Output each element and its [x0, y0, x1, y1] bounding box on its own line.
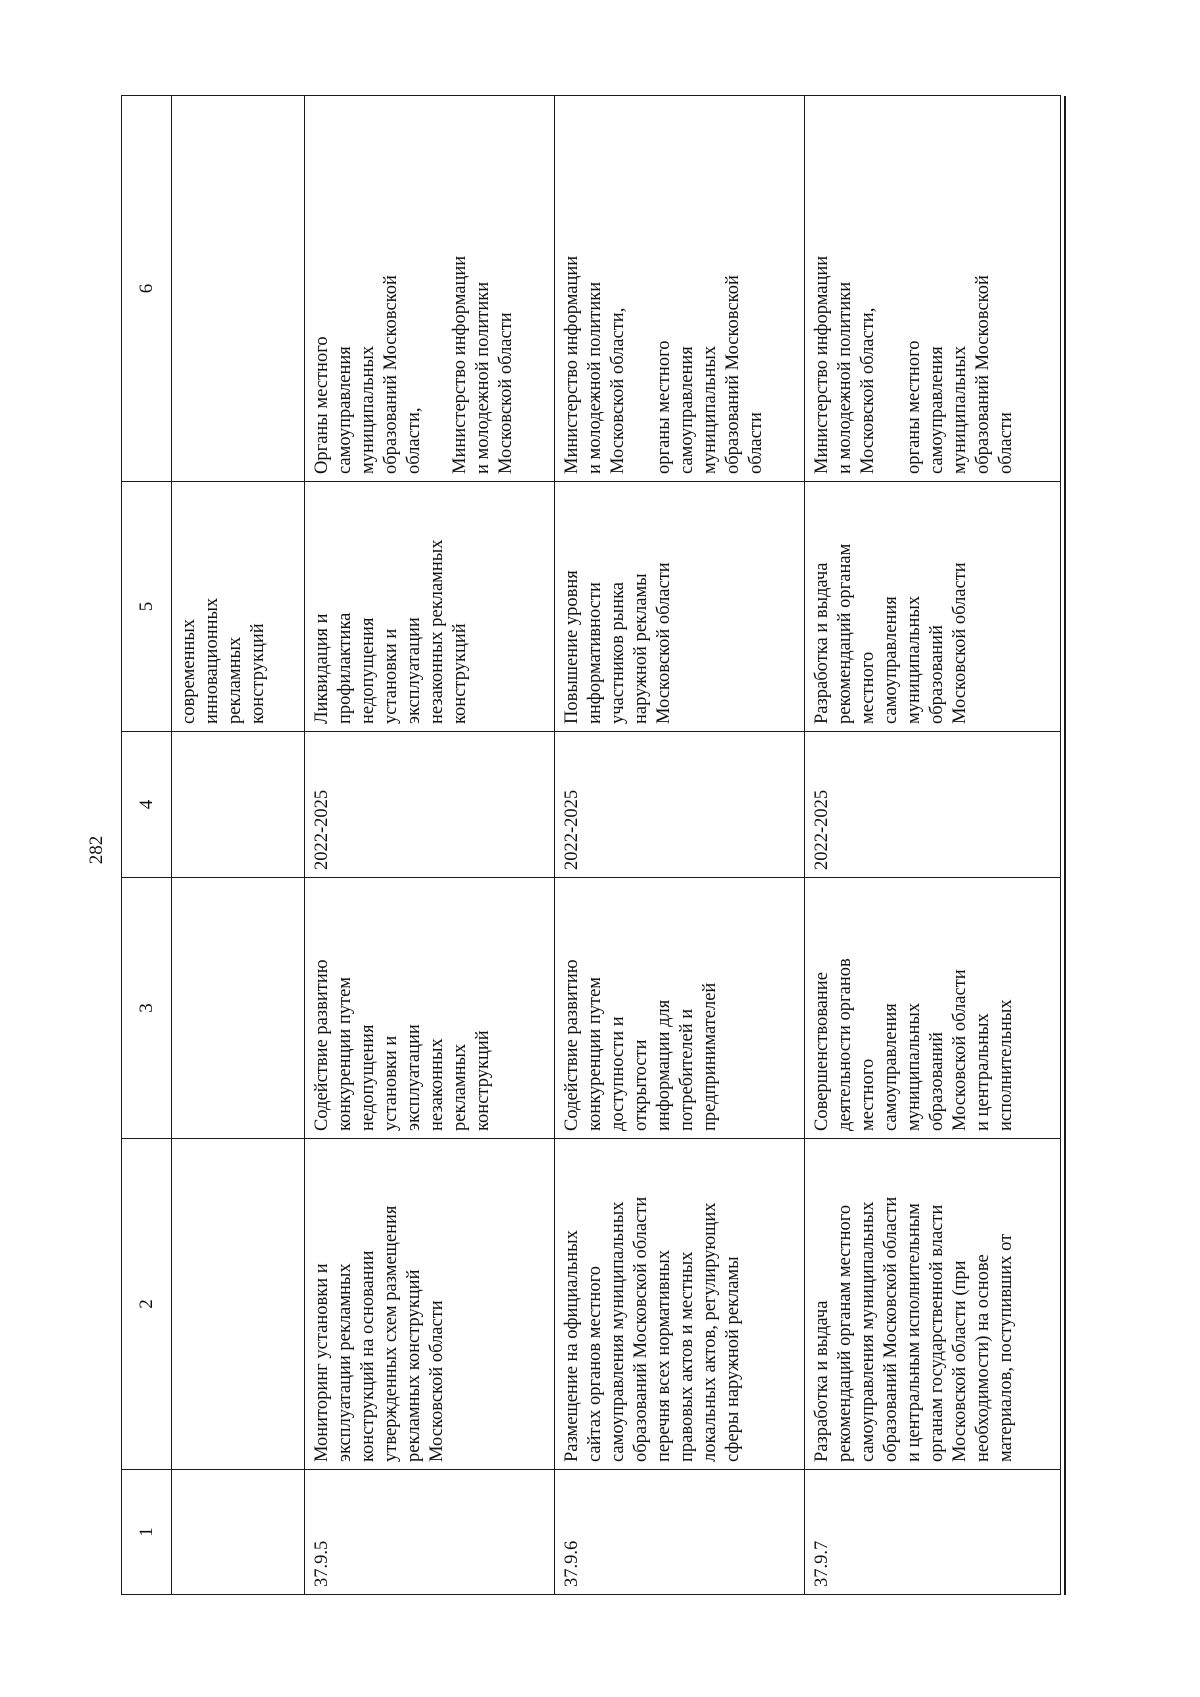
- table-row: [805, 96, 1061, 1595]
- outer-frame-line: [1064, 96, 1066, 1595]
- row-executor: [805, 96, 1061, 482]
- row-executor: [555, 96, 805, 482]
- table-row: [305, 96, 555, 1595]
- table-header-row: [122, 96, 172, 1595]
- row-result: Ликвидация и профилактика недопущения установки и эксплуатации незаконных рекламных конструкций: [305, 482, 555, 732]
- row-goal: Содействие развитию конкуренции путем доступности и открытости информации для потребителей и предпринимателей: [555, 878, 805, 1139]
- header-cell-4: 4: [122, 732, 172, 878]
- row-executor-a: Министерство информации и молодежной политики Московской области,: [812, 255, 878, 474]
- page-number: 282: [86, 835, 107, 865]
- row-number: [172, 1470, 305, 1595]
- table-row: [172, 96, 305, 1595]
- row-goal: [172, 878, 305, 1139]
- row-executor-a: Министерство информации и молодежной политики Московской области,: [562, 255, 628, 474]
- row-measure: Мониторинг установки и эксплуатации рекламных конструкций на основании утвержденных схем размещения рекламных конструкций Московской области: [305, 1139, 555, 1470]
- row-period: [172, 732, 305, 878]
- row-executor: [305, 96, 555, 482]
- row-result: Повышение уровня информативности участников рынка наружной рекламы Московской области: [555, 482, 805, 732]
- table-row: [555, 96, 805, 1595]
- row-executor: [172, 96, 305, 482]
- row-period: 2022-2025: [305, 732, 555, 878]
- row-number: 37.9.5: [305, 1470, 555, 1595]
- row-measure: Разработка и выдача рекомендаций органам местного самоуправления муниципальных образований Московской области и центральным исполнительным органам государственной власти Московской области (при необходимости) на основе материалов, поступивших от: [805, 1139, 1061, 1470]
- row-period: 2022-2025: [555, 732, 805, 878]
- row-executor-b: органы местного самоуправления муниципальных образований Московской области: [654, 275, 766, 474]
- row-goal: Совершенствование деятельности органов местного самоуправления муниципальных образований Московской области и центральных исполнительных: [805, 878, 1061, 1139]
- header-cell-1: 1: [122, 1470, 172, 1595]
- row-result: современных инновационных рекламных конструкций: [172, 482, 305, 732]
- header-cell-6: 6: [122, 96, 172, 482]
- row-period: 2022-2025: [805, 732, 1061, 878]
- row-number: 37.9.7: [805, 1470, 1061, 1595]
- row-result: Разработка и выдача рекомендаций органам местного самоуправления муниципальных образований Московской области: [805, 482, 1061, 732]
- row-executor-b: органы местного самоуправления муниципальных образований Московской области: [904, 275, 1016, 474]
- row-number: 37.9.6: [555, 1470, 805, 1595]
- table-container: [121, 96, 1200, 1587]
- row-measure: [172, 1139, 305, 1470]
- header-cell-5: 5: [122, 482, 172, 732]
- row-executor-b: Министерство информации и молодежной политики Московской области: [450, 255, 516, 474]
- header-cell-2: 2: [122, 1139, 172, 1470]
- row-measure: Размещение на официальных сайтах органов местного самоуправления муниципальных образований Московской области перечня всех нормативных правовых актов и местных локальных актов, регулирующих сферы наружной рекламы: [555, 1139, 805, 1470]
- measures-table: [121, 95, 1061, 1595]
- row-executor-a: Органы местного самоуправления муниципальных образований Московской области,: [312, 275, 424, 474]
- header-cell-3: 3: [122, 878, 172, 1139]
- row-goal: Содействие развитию конкуренции путем недопущения установки и эксплуатации незаконных рекламных конструкций: [305, 878, 555, 1139]
